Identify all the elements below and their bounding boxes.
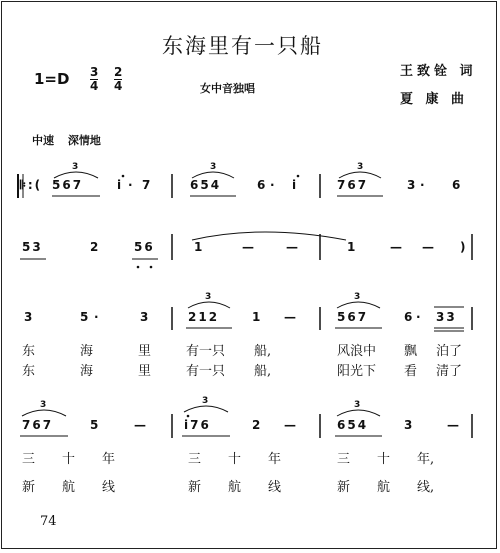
lyric-syllable: 海 [80,364,94,379]
lyric-syllable: 航 [377,480,391,495]
jianpu-note: 1 [252,310,263,324]
triplet-number: 3 [40,400,49,410]
jianpu-note: 5 [80,310,91,324]
jianpu-note: 767 [22,418,54,432]
jianpu-note: 56 [134,240,155,254]
triplet-bracket [337,410,380,416]
lyric-syllable: 三 [337,452,351,467]
lyric-syllable: 看 [404,364,418,379]
jianpu-note: 1 [347,240,358,254]
lyric-syllable: 年, [417,452,435,467]
lyric-syllable: 年 [102,452,116,467]
lyric-syllable: 海 [80,344,94,359]
lyric-syllable: 东 [22,364,36,379]
lyric-syllable: 新 [188,480,202,495]
song-title: 东海里有一只船 [162,34,323,58]
triplet-bracket [22,410,66,416]
low-octave-dot [137,266,140,269]
notation-marks [2,2,498,550]
jianpu-note: — [134,418,148,432]
jianpu-note: 1 [194,240,205,254]
lyric-syllable: 清了 [436,364,463,379]
triplet-bracket [184,406,228,412]
lyric-syllable: 风浪中 [337,344,377,359]
lyricist-credit: 王致铨 词 [400,64,477,79]
lyric-syllable: 十 [62,452,76,467]
lyric-syllable: 里 [138,344,152,359]
jianpu-note: 6 [404,310,415,324]
lyric-syllable: 有一只 [186,364,226,379]
triplet-number: 3 [205,292,214,302]
jianpu-note: 6 [257,178,268,192]
jianpu-note: · [416,310,423,324]
lyric-syllable: 线 [268,480,282,495]
time-sig-denominator: 4 [114,79,123,93]
lyric-syllable: 线, [417,480,435,495]
jianpu-note: 654 [190,178,222,192]
lyric-syllable: 里 [138,364,152,379]
jianpu-note: 3 [407,178,418,192]
jianpu-note: 5 [90,418,101,432]
tempo-marking: 中速 深情地 [32,134,101,147]
jianpu-note: · [420,178,427,192]
lyric-syllable: 航 [62,480,76,495]
lyric-syllable: 三 [22,452,36,467]
jianpu-note: 767 [337,178,369,192]
lyric-syllable: 三 [188,452,202,467]
jianpu-note: — [242,240,256,254]
jianpu-note: 7 [142,178,153,192]
jianpu-note: · [94,310,101,324]
jianpu-note: 567 [52,178,84,192]
jianpu-note: 3 [404,418,415,432]
lyric-syllable: 泊了 [436,344,463,359]
performance-note: 女中音独唱 [200,82,255,95]
triplet-number: 3 [72,162,81,172]
jianpu-note: i76 [184,418,211,432]
jianpu-note: 654 [337,418,369,432]
jianpu-note: 3 [24,310,35,324]
jianpu-note: 3 [140,310,151,324]
key-signature: 1=D [34,70,70,88]
lyric-syllable: 航 [228,480,242,495]
jianpu-note: — [422,240,436,254]
lyric-syllable: 新 [337,480,351,495]
composer-credit: 夏 康 曲 [400,92,469,107]
lyric-syllable: 十 [228,452,242,467]
jianpu-note: ) [460,240,468,254]
lyric-syllable: 东 [22,344,36,359]
lyric-syllable: 阳光下 [337,364,377,379]
jianpu-note: — [447,418,461,432]
triplet-bracket [337,302,380,308]
music-score-page [1,1,497,549]
jianpu-note: · [128,178,135,192]
lyric-syllable: 飘 [404,344,418,359]
high-octave-dot [297,175,300,178]
time-sig-denominator: 4 [90,79,99,93]
high-octave-dot [187,415,190,418]
lyric-syllable: 船, [254,364,272,379]
triplet-bracket [188,302,230,308]
lyric-syllable: 新 [22,480,36,495]
jianpu-note: 567 [337,310,369,324]
jianpu-note: 6 [452,178,463,192]
high-octave-dot [122,175,125,178]
jianpu-note: · [270,178,277,192]
jianpu-note: i [292,178,299,192]
jianpu-note: 𝄆:( [20,178,43,192]
jianpu-note: 33 [436,310,457,324]
triplet-number: 3 [357,162,366,172]
low-octave-dot [150,266,153,269]
triplet-number: 3 [354,292,363,302]
jianpu-note: — [284,310,298,324]
triplet-number: 3 [210,162,219,172]
tie-slur [192,232,346,240]
lyric-syllable: 线 [102,480,116,495]
lyric-syllable: 船, [254,344,272,359]
jianpu-note: 2 [90,240,101,254]
triplet-number: 3 [354,400,363,410]
jianpu-note: — [286,240,300,254]
triplet-number: 3 [202,396,211,406]
jianpu-note: — [284,418,298,432]
lyric-syllable: 有一只 [186,344,226,359]
jianpu-note: 53 [22,240,43,254]
time-sig-numerator: 2 [114,65,123,79]
jianpu-note: 212 [188,310,220,324]
page-number: 74 [40,514,57,529]
lyric-syllable: 年 [268,452,282,467]
time-sig-numerator: 3 [90,65,99,79]
jianpu-note: 2 [252,418,263,432]
lyric-syllable: 十 [377,452,391,467]
jianpu-note: i [117,178,124,192]
jianpu-note: — [390,240,404,254]
